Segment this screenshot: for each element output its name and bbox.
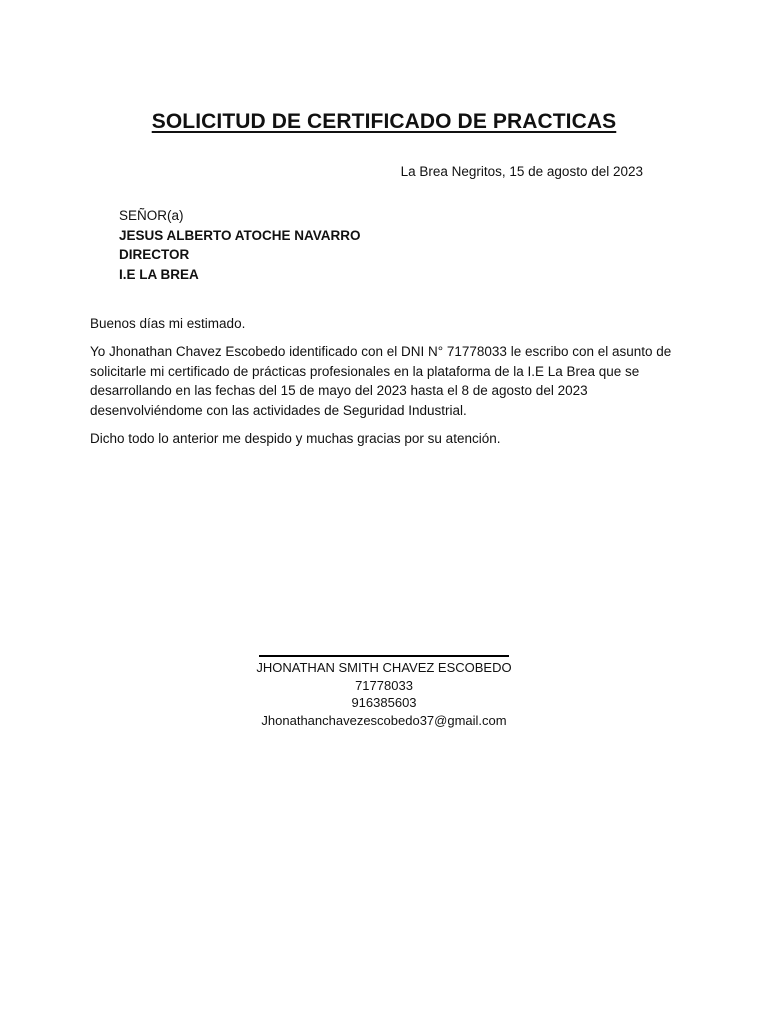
signature-name: JHONATHAN SMITH CHAVEZ ESCOBEDO <box>256 660 512 675</box>
recipient-role: DIRECTOR <box>119 247 190 262</box>
signature-phone: 916385603 <box>351 695 417 710</box>
place-date: La Brea Negritos, 15 de agosto del 2023 <box>400 164 643 179</box>
recipient-name: JESUS ALBERTO ATOCHE NAVARRO <box>119 227 361 243</box>
signature-line <box>259 655 509 657</box>
signature-email: Jhonathanchavezescobedo37@gmail.com <box>261 712 507 728</box>
recipient-block <box>119 206 361 284</box>
greeting: Buenos días mi estimado. <box>90 316 246 331</box>
signature-dni: 71778033 <box>355 677 413 693</box>
body-paragraph: Yo Jhonathan Chavez Escobedo identificado con el DNI N° 71778033 le escribo con el asunto de solicitarle mi certificado de prácticas profesionales en la plataforma de la I.E La Brea que se desarrollando en las fechas del 15 de mayo del 2023 hasta el 8 de agosto del 2023 desenvolviéndome con las actividades de Seguridad Industrial. <box>90 344 672 418</box>
document-title: SOLICITUD DE CERTIFICADO DE PRACTICAS <box>151 110 617 133</box>
closing-line: Dicho todo lo anterior me despido y muchas gracias por su atención. <box>90 431 501 446</box>
signature-block <box>184 659 584 729</box>
recipient-institution: I.E LA BREA <box>119 266 199 282</box>
recipient-salutation: SEÑOR(a) <box>119 208 184 223</box>
